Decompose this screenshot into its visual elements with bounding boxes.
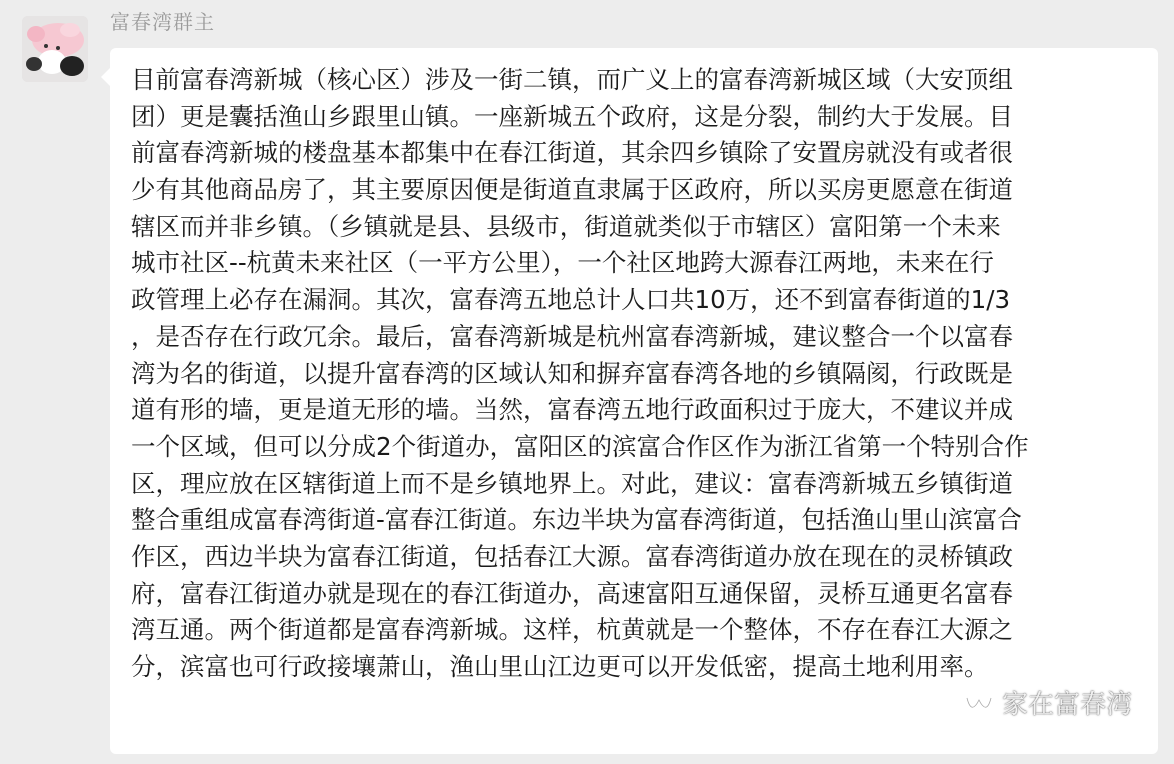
message-line: 府，富春江街道办就是现在的春江街道办，高速富阳互通保留，灵桥互通更名富春 xyxy=(131,578,1013,608)
message-line: 团）更是囊括渔山乡跟里山镇。一座新城五个政府，这是分裂，制约大于发展。目 xyxy=(131,101,1013,131)
pig-avatar-icon xyxy=(22,16,88,82)
message-line: 城市社区--杭黄未来社区（一平方公里），一个社区地跨大源春江两地，未来在行 xyxy=(131,248,994,278)
watermark-text: 家在富春湾 xyxy=(1002,690,1133,720)
message-line: 区，理应放在区辖街道上而不是乡镇地界上。对此，建议：富春湾新城五乡镇街道 xyxy=(131,468,1013,498)
message-line: 道有形的墙，更是道无形的墙。当然，富春湾五地行政面积过于庞大，不建议并成 xyxy=(131,395,1013,425)
message-line: 湾互通。两个街道都是富春湾新城。这样，杭黄就是一个整体，不存在春江大源之 xyxy=(131,615,1013,645)
message-line: 少有其他商品房了，其主要原因便是街道直隶属于区政府，所以买房更愿意在街道 xyxy=(131,175,1013,205)
message-line: 目前富春湾新城（核心区）涉及一街二镇，而广义上的富春湾新城区域（大安顶组 xyxy=(131,65,1013,94)
wechat-channel-icon xyxy=(964,690,994,716)
avatar[interactable] xyxy=(22,16,88,82)
message-line: 一个区域，但可以分成2个街道办，富阳区的滨富合作区作为浙江省第一个特别合作 xyxy=(131,431,1029,461)
message-line: 政管理上必存在漏洞。其次，富春湾五地总计人口共10万，还不到富春街道的1/3 xyxy=(131,285,1011,315)
message-line: ，是否存在行政冗余。最后，富春湾新城是杭州富春湾新城，建议整合一个以富春 xyxy=(131,321,1013,351)
message-line: 整合重组成富春湾街道-富春江街道。东边半块为富春湾街道，包括渔山里山滨富合 xyxy=(131,505,1022,535)
watermark xyxy=(964,684,1132,721)
message-bubble[interactable] xyxy=(110,48,1158,754)
message-text xyxy=(131,62,1144,686)
message-line: 辖区而并非乡镇。（乡镇就是县、县级市，街道就类似于市辖区）富阳第一个未来 xyxy=(131,211,1001,241)
message-line: 湾为名的街道，以提升富春湾的区域认知和摒弃富春湾各地的乡镇隔阂，行政既是 xyxy=(131,358,1013,388)
message-line: 作区，西边半块为富春江街道，包括春江大源。富春湾街道办放在现在的灵桥镇政 xyxy=(131,541,1013,571)
sender-name: 富春湾群主 xyxy=(110,10,215,34)
message-line: 前富春湾新城的楼盘基本都集中在春江街道，其余四乡镇除了安置房就没有或者很 xyxy=(131,138,1013,168)
message-line: 分，滨富也可行政接壤萧山，渔山里山江边更可以开发低密，提高土地利用率。 xyxy=(131,652,989,681)
